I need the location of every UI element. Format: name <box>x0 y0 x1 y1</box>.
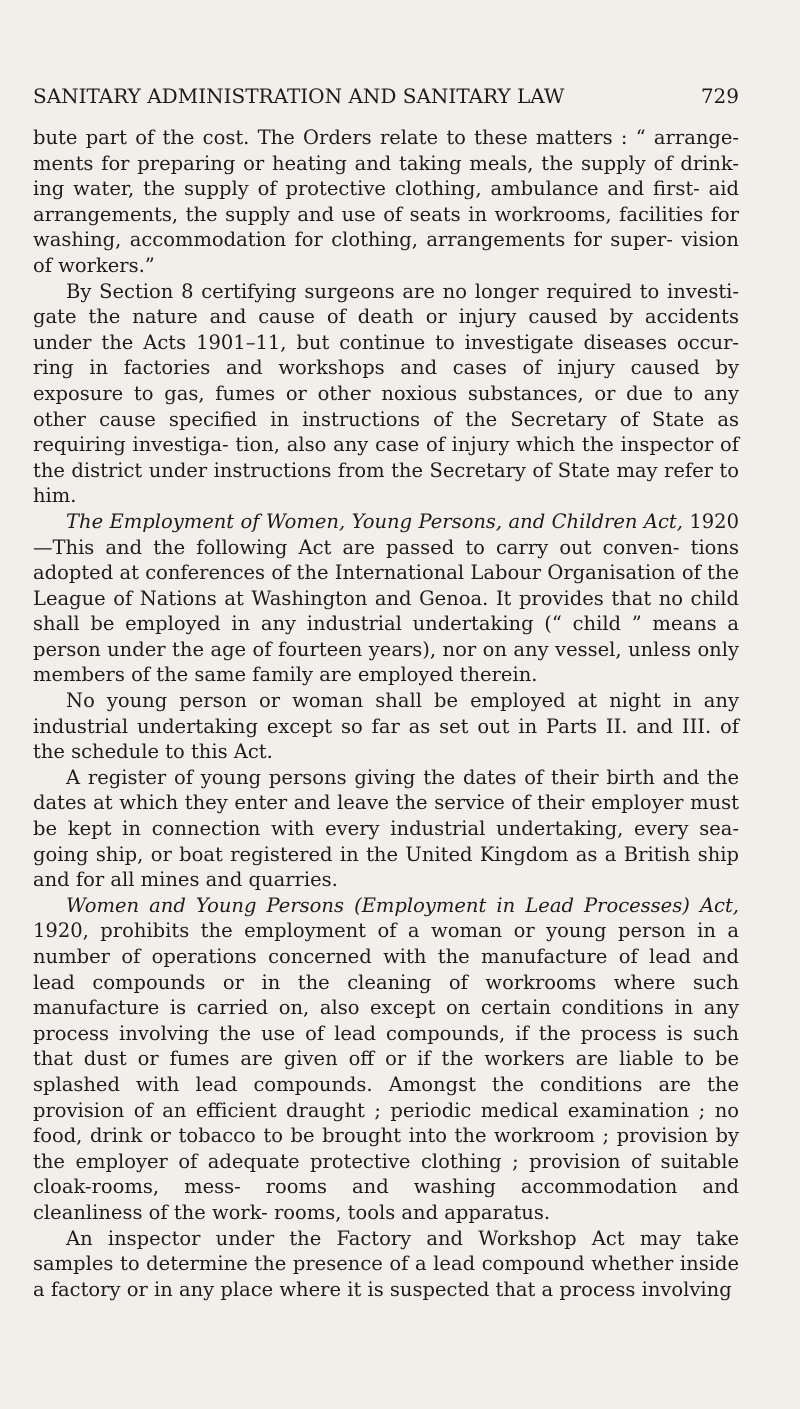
paragraph-cost-orders: bute part of the cost. The Orders relate to these matters : “ arrange- ments for preparing or heating and taking meals, the supply of drink- ing water, the supply of protective clothing, ambulance and first- aid arrangements, the supply and use of seats in workrooms, facilities for washing, accommodation for clothing, arrangements for super- vision of workers.” <box>33 126 739 277</box>
paragraph-lead-processes-act: Women and Young Persons (Employment in Lead Processes) Act, 1920, prohibits the employment of a woman or young person in a number of operations concerned with the manufacture of lead and lead compounds or in the cleaning of workrooms where such manufacture is carried on, also except on certain conditions in any process involving the use of lead compounds, if the process is such that dust or fumes are given off or if the workers are liable to be splashed with lead compounds. Amongst the conditions are the provision of an efficient draught ; periodic medical examination ; no food, drink or tobacco to be brought into the workroom ; provision by the employer of adequate protective clothing ; provision of suitable cloak-rooms, mess- rooms and washing accommodation and cleanliness of the work- rooms, tools and apparatus. <box>33 893 739 1224</box>
paragraph-section-8: By Section 8 certifying surgeons are no longer required to investi- gate the nature and cause of death or injury caused by accidents under the Acts 1901–11, but continue to investigate diseases occur- ring in factories and workshops and cases of injury caused by exposure to gas, fumes or other noxious substances, or due to any other cause specified in instructions of the Secretary of State as requiring investiga- tion, also any case of injury which the inspector of the district under instructions from the Secretary of State may refer to him. <box>33 279 739 508</box>
page-number: 729 <box>700 84 739 108</box>
act-title-lead-processes: Women and Young Persons (Employment in Lead Processes) Act, <box>66 893 739 917</box>
running-title: SANITARY ADMINISTRATION AND SANITARY LAW <box>33 84 565 108</box>
body-text <box>33 125 739 1302</box>
paragraph-night-work: No young person or woman shall be employed at night in any industrial undertaking except so far as set out in Parts II. and III. of the schedule to this Act. <box>33 689 739 764</box>
paragraph-register: A register of young persons giving the dates of their birth and the dates at which they enter and leave the service of their employer must be kept in connection with every industrial undertaking, every sea-going ship, or boat registered in the United Kingdom as a British ship and for all mines and quarries. <box>33 765 739 892</box>
paragraph-employment-act: The Employment of Women, Young Persons, and Children Act, 1920—This and the following Act are passed to carry out conven- tions adopted at conferences of the International Labour Organisation of the League of Nations at Washington and Genoa. It provides that no child shall be employed in any industrial undertaking (“ child ” means a person under the age of fourteen years), nor on any vessel, unless only members of the same family are employed therein. <box>33 509 739 687</box>
act-title-employment: The Employment of Women, Young Persons, and Children Act, <box>66 509 683 533</box>
paragraph-inspector-samples: An inspector under the Factory and Workshop Act may take samples to determine the presence of a lead compound whether inside a factory or in any place where it is suspected that a process involving <box>33 1226 739 1301</box>
running-header <box>33 80 739 112</box>
